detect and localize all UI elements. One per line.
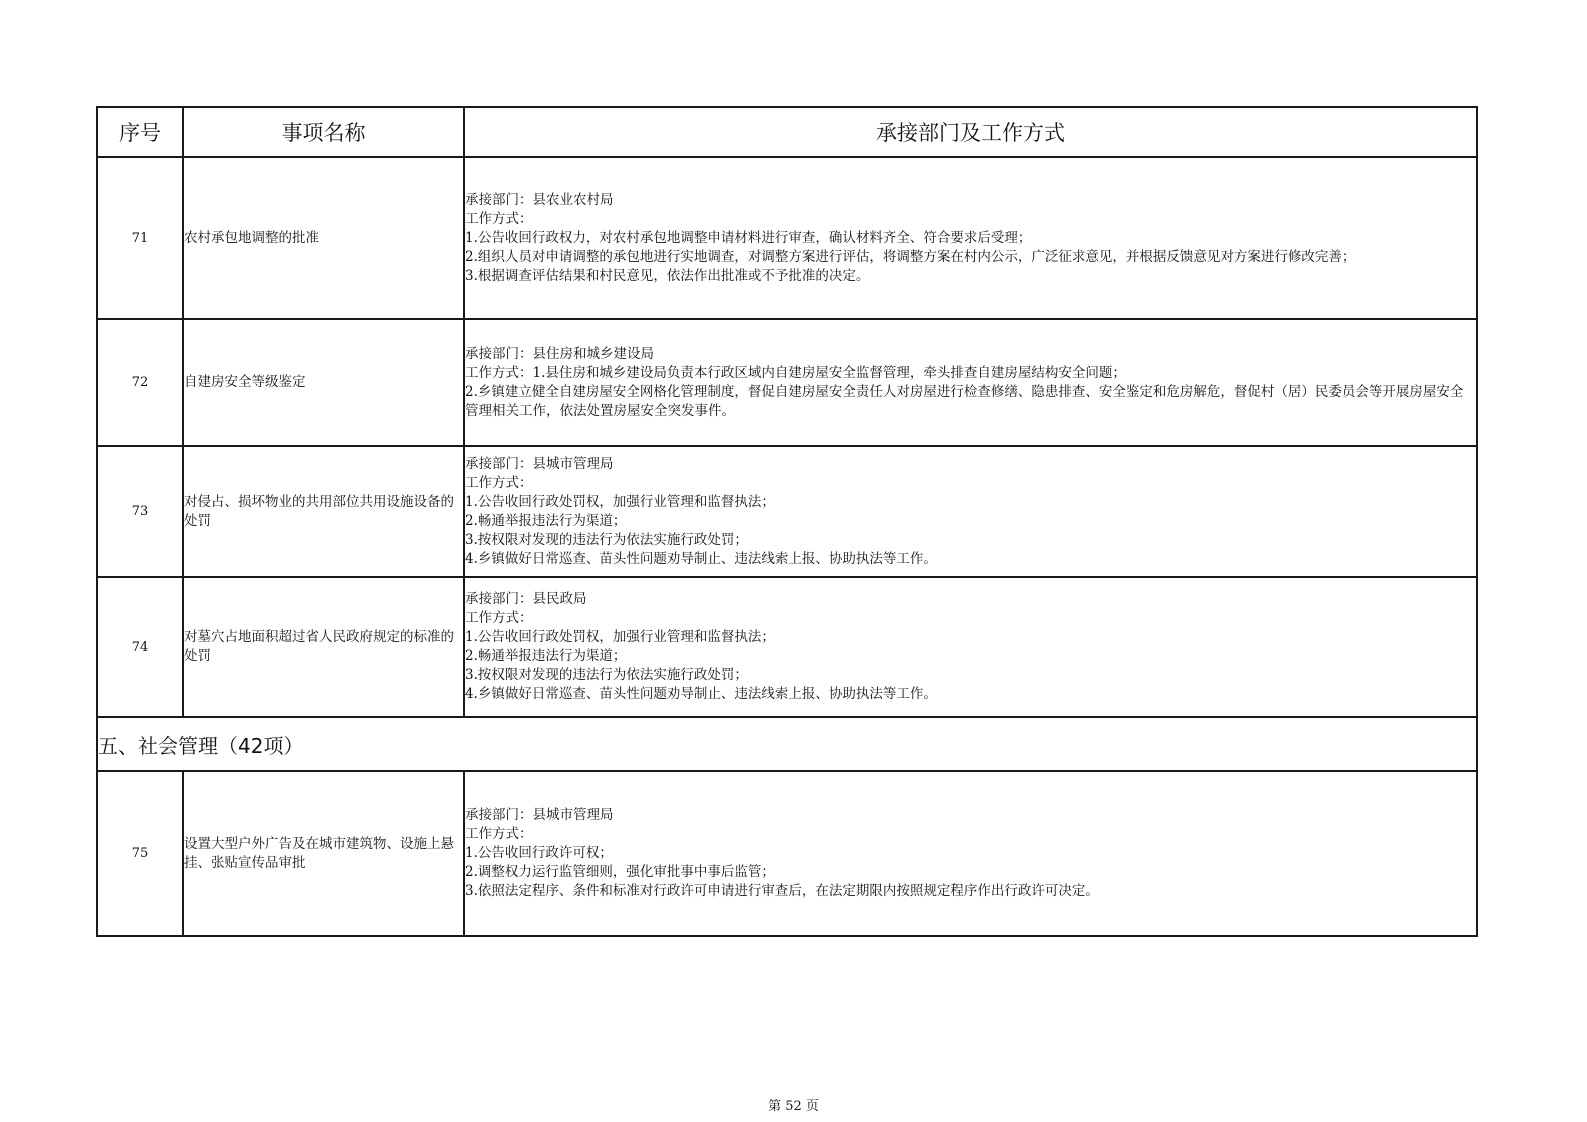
- row-serial-number: 74: [97, 577, 183, 717]
- header-department-and-method: 承接部门及工作方式: [464, 107, 1477, 157]
- method-line: 1.公告收回行政处罚权，加强行业管理和监督执法；: [465, 629, 775, 645]
- method-line: 4.乡镇做好日常巡查、苗头性问题劝导制止、违法线索上报、协助执法等工作。: [465, 686, 937, 702]
- page-number: 第 52 页: [768, 1099, 819, 1114]
- table-header-row: [97, 107, 1477, 157]
- method-line: 1.公告收回行政处罚权，加强行业管理和监督执法；: [465, 493, 775, 510]
- method-line: 2.畅通举报违法行为渠道；: [465, 648, 627, 664]
- method-line: 1.公告收回行政权力，对农村承包地调整申请材料进行审查，确认材料齐全、符合要求后受理；: [465, 229, 1032, 246]
- table-row: [97, 446, 1477, 577]
- method-line: 2.乡镇建立健全自建房屋安全网格化管理制度，督促自建房屋安全责任人对房屋进行检查修缮、隐患排查、安全鉴定和危房解危，督促村（居）民委员会等开展房屋安全管理相关工作，依法处置房屋安全突发事件。: [465, 383, 1464, 419]
- row-department-method: [464, 157, 1477, 319]
- method-line: 承接部门：县城市管理局: [465, 807, 614, 823]
- header-item-name: 事项名称: [183, 107, 464, 157]
- method-line: 工作方式：: [465, 610, 533, 626]
- row-item-name: 农村承包地调整的批准: [183, 157, 464, 319]
- table-row: [97, 577, 1477, 717]
- row-item-name: 设置大型户外广告及在城市建筑物、设施上悬挂、张贴宣传品审批: [183, 771, 464, 936]
- row-serial-number: 71: [97, 157, 183, 319]
- method-line: 工作方式：: [465, 474, 533, 491]
- method-line: 2.组织人员对申请调整的承包地进行实地调查，对调整方案进行评估，将调整方案在村内公示，广泛征求意见，并根据反馈意见对方案进行修改完善；: [465, 248, 1356, 265]
- method-line: 承接部门：县住房和城乡建设局: [465, 345, 654, 362]
- row-serial-number: 73: [97, 446, 183, 577]
- table-row: [97, 157, 1477, 319]
- method-line: 承接部门：县民政局: [465, 591, 587, 607]
- method-line: 工作方式：1.县住房和城乡建设局负责本行政区域内自建房屋安全监督管理，牵头排查自建房屋结构安全问题；: [465, 364, 1126, 381]
- row-department-method: [464, 577, 1477, 717]
- table-row: [97, 771, 1477, 936]
- method-line: 2.调整权力运行监管细则，强化审批事中事后监管；: [465, 864, 775, 880]
- method-line: 3.根据调查评估结果和村民意见，依法作出批准或不予批准的决定。: [465, 267, 870, 284]
- row-serial-number: 75: [97, 771, 183, 936]
- method-line: 承接部门：县农业农村局: [465, 191, 614, 208]
- method-line: 3.依照法定程序、条件和标准对行政许可申请进行审查后，在法定期限内按照规定程序作出行政许可决定。: [465, 883, 1099, 899]
- row-item-name: 自建房安全等级鉴定: [183, 319, 464, 446]
- matters-table: [96, 106, 1478, 937]
- row-item-name: 对侵占、损坏物业的共用部位共用设施设备的处罚: [183, 446, 464, 577]
- table-row: [97, 319, 1477, 446]
- method-line: 3.按权限对发现的违法行为依法实施行政处罚；: [465, 667, 748, 683]
- row-department-method: [464, 319, 1477, 446]
- method-line: 3.按权限对发现的违法行为依法实施行政处罚；: [465, 531, 748, 548]
- method-line: 2.畅通举报违法行为渠道；: [465, 512, 627, 529]
- header-serial-number: 序号: [97, 107, 183, 157]
- section-title: 五、社会管理（42项）: [97, 717, 1477, 771]
- method-line: 工作方式：: [465, 826, 533, 842]
- row-item-name: 对墓穴占地面积超过省人民政府规定的标准的处罚: [183, 577, 464, 717]
- row-department-method: [464, 446, 1477, 577]
- row-department-method: [464, 771, 1477, 936]
- method-line: 4.乡镇做好日常巡查、苗头性问题劝导制止、违法线索上报、协助执法等工作。: [465, 550, 937, 567]
- method-line: 承接部门：县城市管理局: [465, 455, 614, 472]
- method-line: 1.公告收回行政许可权；: [465, 845, 613, 861]
- section-row: [97, 717, 1477, 771]
- row-serial-number: 72: [97, 319, 183, 446]
- method-line: 工作方式：: [465, 210, 533, 227]
